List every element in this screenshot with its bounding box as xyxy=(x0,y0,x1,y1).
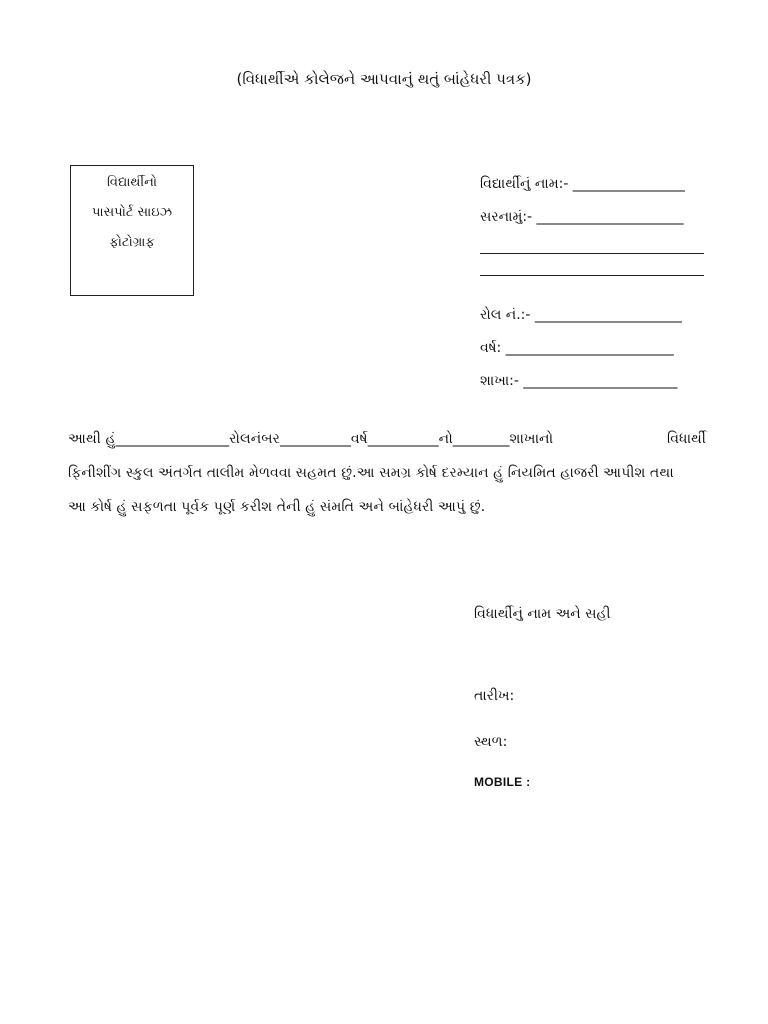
date-label: તારીખ: xyxy=(474,688,515,704)
declaration-line-2: ફિનીશીંગ સ્કુલ અંતર્ગત તાલીમ મેળવવા સહમત છું.આ સમગ્ર કોર્ષ દરમ્યાન હું નિયમિત હાજરી આપીશ તથા xyxy=(68,465,674,481)
roll-number-field: રોલ નં.:- _____________________ xyxy=(480,307,682,323)
declaration-line-1-main: આથી હું________________રોલનંબર__________વર્ષ__________નો________શાખાનો xyxy=(68,431,554,447)
mobile-label: MOBILE : xyxy=(474,775,531,789)
declaration-line-1 xyxy=(68,422,706,456)
address-field: સરનામું:- _____________________ xyxy=(480,209,684,225)
declaration-line-1-end: વિધાર્થી xyxy=(667,431,706,447)
student-name-signature-label: વિધાર્થીનું નામ અને સહી xyxy=(474,606,611,622)
photo-box-line-2: પાસપોર્ટ સાઇઝ xyxy=(91,205,172,220)
photo-placeholder-box xyxy=(70,165,194,296)
page-title: (વિધાર્થીએ કોલેજને આપવાનું થતું બાંહેધરી પત્રક) xyxy=(236,70,532,88)
declaration-line-3: આ કોર્ષ હું સફળતા પૂર્વક પૂર્ણ કરીશ તેની હું સંમતિ અને બાંહેધરી આપું છું. xyxy=(68,499,486,515)
photo-box-line-3: ફોટોગ્રાફ xyxy=(109,235,155,250)
address-blank-line-2 xyxy=(480,275,704,276)
student-name-field: વિદ્યાર્થીનું નામ:- ________________ xyxy=(480,176,685,192)
year-field: વર્ષ: ________________________ xyxy=(480,340,674,356)
declaration-paragraph xyxy=(68,422,706,524)
branch-field: શાખા:- ______________________ xyxy=(480,373,678,389)
photo-box-line-1: વિદ્યાર્થીનો xyxy=(106,175,158,190)
place-label: સ્થળ: xyxy=(474,734,508,750)
address-blank-line-1 xyxy=(480,253,704,254)
